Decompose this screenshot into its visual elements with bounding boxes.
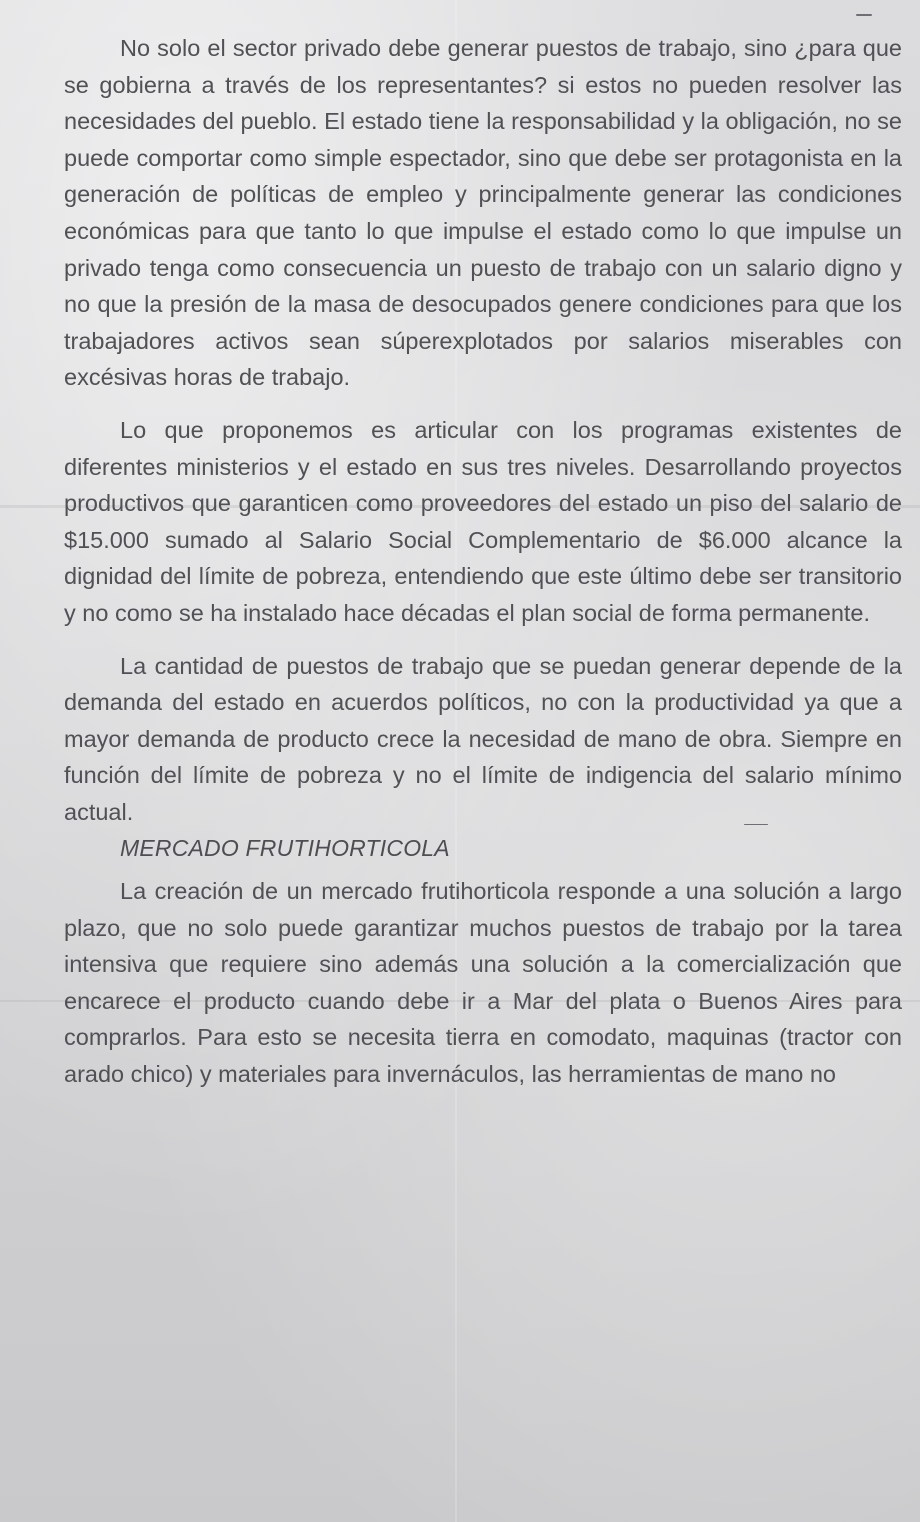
- paragraph-3: La cantidad de puestos de trabajo que se puedan generar depende de la demanda del estado en acuerdos políticos, no con la productividad ya que a mayor demanda de producto crece la necesidad de mano de obra. Siempre en función del límite de pobreza y no el límite de indigencia del salario mínimo actual.: [64, 652, 902, 825]
- document-body: [64, 30, 902, 1093]
- paragraph-2: Lo que proponemos es articular con los programas existentes de diferentes ministerios y el estado en sus tres niveles. Desarrollando proyectos productivos que garanticen como proveedores del estado un piso del salario de $15.000 sumado al Salario Social Complementario de $6.000 alcance la dignidad del límite de pobreza, entendiendo que este último debe ser transitorio y no como se ha instalado hace décadas el plan social de forma permanente.: [64, 416, 902, 626]
- pen-mark: [856, 14, 872, 16]
- paragraph-1: No solo el sector privado debe generar puestos de trabajo, sino ¿para que se gobierna a través de los representantes? si estos no pueden resolver las necesidades del pueblo. El estado tiene la responsabilidad y la obligación, no se puede comportar como simple espectador, sino que debe ser protagonista en la generación de políticas de empleo y principalmente generar las condiciones económicas para que tanto lo que impulse el estado como lo que impulse un privado tenga como consecuencia un puesto de trabajo con un salario digno y no que la presión de la masa de desocupados genere condiciones para que los trabajadores activos sean súperexplotados por salarios miserables con excésivas horas de trabajo.: [64, 35, 902, 391]
- section-heading: MERCADO FRUTIHORTICOLA: [120, 835, 450, 862]
- section-paragraph: La creación de un mercado frutihorticola responde a una solución a largo plazo, que no solo puede garantizar muchos puestos de trabajo por la tarea intensiva que requiere sino además una solución a la comercialización que encarece el producto cuando debe ir a Mar del plata o Buenos Aires para comprarlos. Para esto se necesita tierra en comodato, maquinas (tractor con arado chico) y materiales para invernáculos, las herramientas de mano no: [64, 878, 902, 1088]
